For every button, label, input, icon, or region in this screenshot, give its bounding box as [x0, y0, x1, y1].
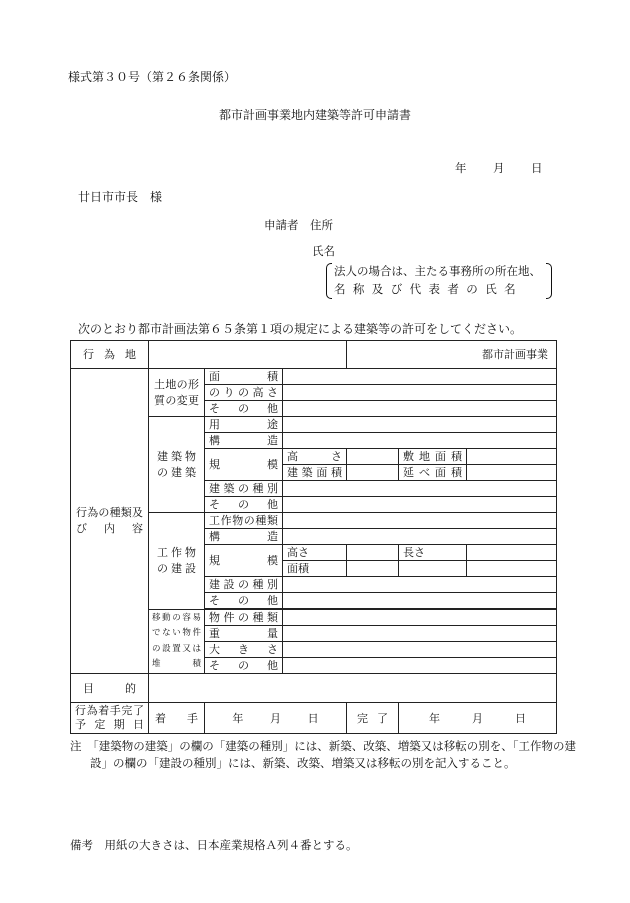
bracket-right [546, 263, 552, 299]
action-type-label: 行為の種類及び内容 [71, 369, 149, 674]
building-type-value[interactable] [283, 481, 557, 497]
building-area-value[interactable] [347, 465, 399, 481]
building-height-label: 高さ [283, 449, 347, 465]
building-site-area-value[interactable] [467, 449, 557, 465]
applicant-address-label: 申請者 住所 [264, 218, 333, 232]
applicant-name-label: 氏名 [312, 244, 335, 258]
corporation-note [326, 262, 552, 298]
immovable-weight-value[interactable] [283, 626, 557, 642]
land-slope-height-label: のりの高さ [205, 385, 283, 401]
building-structure-label: 構造 [205, 433, 283, 449]
immovable-other-label: その他 [205, 658, 283, 674]
structure-type-value[interactable] [283, 577, 557, 593]
building-use-value[interactable] [283, 417, 557, 433]
structure-scale-label: 規模 [205, 545, 283, 577]
building-area-label: 建築面積 [283, 465, 347, 481]
complete-label: 完了 [347, 703, 399, 734]
immovable-size-label: 大きさ [205, 642, 283, 658]
structure-structure-label: 構造 [205, 529, 283, 545]
building-floor-area-label: 延べ面積 [399, 465, 467, 481]
structure-blank-label [399, 561, 467, 577]
date-day: 日 [531, 161, 543, 175]
structure-height-value[interactable] [347, 545, 399, 561]
immovable-label: 移動の容易でない物件の設置又は堆積 [149, 610, 205, 674]
complete-year: 年 [429, 711, 440, 725]
form-title: 都市計画事業地内建築等許可申請書 [218, 108, 411, 122]
building-site-area-label: 敷地面積 [399, 449, 467, 465]
structure-kind-value[interactable] [283, 513, 557, 529]
structure-area-value[interactable] [347, 561, 399, 577]
structure-area-label: 面積 [283, 561, 347, 577]
land-area-value[interactable] [283, 369, 557, 385]
building-type-label: 建築の種別 [205, 481, 283, 497]
structure-type-label: 建設の種別 [205, 577, 283, 593]
immovable-other-value[interactable] [283, 658, 557, 674]
structure-other-label: その他 [205, 593, 283, 609]
building-floor-area-value[interactable] [467, 465, 557, 481]
immovable-kind-label: 物件の種類 [205, 610, 283, 626]
immovable-size-value[interactable] [283, 642, 557, 658]
land-other-value[interactable] [283, 401, 557, 417]
land-area-label: 面積 [205, 369, 283, 385]
structure-blank-value[interactable] [467, 561, 557, 577]
remarks: 備考 用紙の大きさは、日本産業規格Ａ列４番とする。 [70, 838, 358, 852]
complete-date-value[interactable] [399, 703, 557, 734]
bracket-left [326, 263, 332, 299]
start-label: 着手 [149, 703, 205, 734]
building-height-value[interactable] [347, 449, 399, 465]
note-label: 注 [70, 739, 82, 753]
building-scale-label: 規模 [205, 449, 283, 481]
purpose-label: 目的 [71, 674, 149, 703]
note-text: 「建築物の建築」の欄の「建築の種別」には、新築、改築、増築又は移転の別を、「工作物の建設」の欄の「建設の種別」には、新築、改築、増築又は移転の別を記入すること。 [90, 739, 576, 770]
structure-work-label: 工作物の建設 [149, 513, 205, 610]
date-year: 年 [455, 161, 467, 175]
project-label: 都市計画事業 [347, 341, 557, 369]
date-month: 月 [493, 161, 505, 175]
building-other-label: その他 [205, 497, 283, 513]
structure-other-value[interactable] [283, 593, 557, 609]
immovable-kind-value[interactable] [283, 610, 557, 626]
complete-day: 日 [515, 711, 526, 725]
building-use-label: 用途 [205, 417, 283, 433]
application-form-table [70, 340, 557, 734]
structure-length-value[interactable] [467, 545, 557, 561]
building-structure-value[interactable] [283, 433, 557, 449]
land-slope-height-value[interactable] [283, 385, 557, 401]
structure-kind-label: 工作物の種類 [205, 513, 283, 529]
land-other-label: その他 [205, 401, 283, 417]
site-label: 行為地 [71, 341, 149, 369]
application-date [455, 160, 543, 176]
complete-month: 月 [472, 711, 483, 725]
structure-structure-value[interactable] [283, 529, 557, 545]
corp-note-line2: 名称及び代表者の氏名 [334, 282, 523, 296]
start-date-value[interactable] [205, 703, 347, 734]
building-label: 建築物の建築 [149, 417, 205, 513]
structure-height-label: 高さ [283, 545, 347, 561]
start-day: 日 [307, 711, 319, 725]
start-year: 年 [232, 711, 244, 725]
corp-note-line1: 法人の場合は、主たる事務所の所在地、 [334, 264, 541, 278]
land-change-label: 土地の形質の変更 [149, 369, 205, 417]
start-month: 月 [269, 711, 281, 725]
site-value[interactable] [149, 341, 347, 369]
structure-length-label: 長さ [399, 545, 467, 561]
intro-text: 次のとおり都市計画法第６５条第１項の規定による建築等の許可をしてください。 [78, 322, 523, 336]
schedule-label: 行為着手完了予定期日 [71, 703, 149, 734]
note [70, 738, 580, 772]
form-number: 様式第３０号（第２６条関係） [68, 70, 237, 84]
recipient: 廿日市市長 様 [78, 190, 163, 204]
immovable-weight-label: 重量 [205, 626, 283, 642]
purpose-value[interactable] [149, 674, 557, 703]
building-other-value[interactable] [283, 497, 557, 513]
